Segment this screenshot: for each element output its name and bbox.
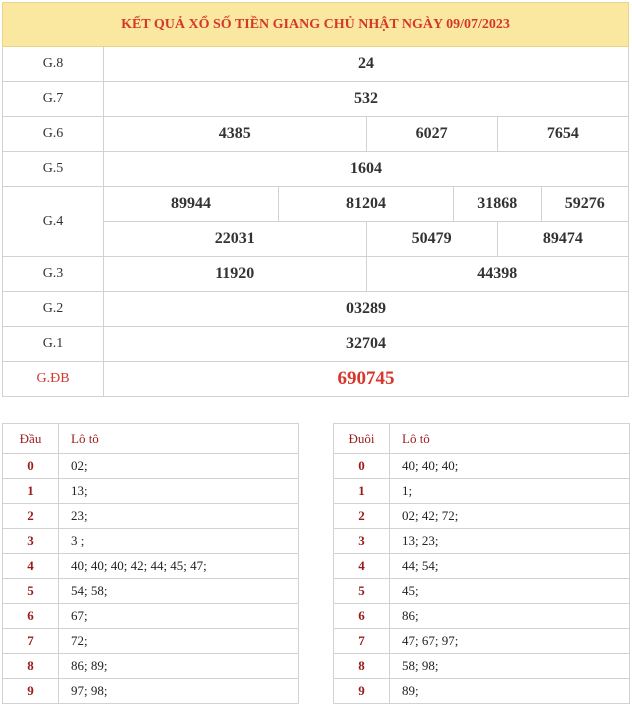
table-row <box>334 604 630 629</box>
table-row <box>3 454 299 479</box>
table-row <box>334 454 630 479</box>
table-row <box>3 604 299 629</box>
loto-cell: 02; <box>59 454 299 479</box>
prize-label: G.5 <box>3 152 104 187</box>
prize-value: 1604 <box>104 152 629 187</box>
loto-cell: 44; 54; <box>390 554 630 579</box>
prize-label: G.3 <box>3 257 104 292</box>
loto-cell: 40; 40; 40; <box>390 454 630 479</box>
loto-cell: 13; <box>59 479 299 504</box>
prize-label: G.1 <box>3 327 104 362</box>
loto-cell: 67; <box>59 604 299 629</box>
digit-cell: 4 <box>3 554 59 579</box>
loto-cell: 86; 89; <box>59 654 299 679</box>
loto-cell: 13; 23; <box>390 529 630 554</box>
digit-cell: 8 <box>3 654 59 679</box>
table-row <box>334 504 630 529</box>
table-row <box>3 629 299 654</box>
prize-value: 03289 <box>104 292 629 327</box>
prize-value: 22031 <box>104 222 367 257</box>
prize-value: 50479 <box>366 222 497 257</box>
loto-cell: 89; <box>390 679 630 704</box>
prize-value: 532 <box>104 82 629 117</box>
special-prize-label: G.ĐB <box>3 362 104 397</box>
dau-header <box>3 424 299 454</box>
loto-cell: 54; 58; <box>59 579 299 604</box>
prize-label: G.2 <box>3 292 104 327</box>
table-row <box>3 654 299 679</box>
digit-cell: 1 <box>3 479 59 504</box>
dau-table <box>2 423 299 704</box>
loto-cell: 45; <box>390 579 630 604</box>
digit-cell: 6 <box>3 604 59 629</box>
duoi-header-digit: Đuôi <box>334 424 390 454</box>
table-row <box>3 554 299 579</box>
prize-value: 32704 <box>104 327 629 362</box>
loto-cell: 23; <box>59 504 299 529</box>
prize-value: 81204 <box>279 187 454 222</box>
loto-cell: 86; <box>390 604 630 629</box>
loto-cell: 3 ; <box>59 529 299 554</box>
digit-cell: 9 <box>3 679 59 704</box>
prize-row-g5 <box>3 152 629 187</box>
digit-cell: 6 <box>334 604 390 629</box>
prize-row-g6 <box>3 117 629 152</box>
duoi-table <box>333 423 630 704</box>
prize-row-g2 <box>3 292 629 327</box>
duoi-header <box>334 424 630 454</box>
digit-cell: 0 <box>3 454 59 479</box>
prize-label: G.7 <box>3 82 104 117</box>
table-row <box>3 479 299 504</box>
digit-cell: 8 <box>334 654 390 679</box>
prize-value: 4385 <box>104 117 367 152</box>
results-table <box>2 2 629 397</box>
prize-label: G.8 <box>3 47 104 82</box>
table-row <box>3 504 299 529</box>
prize-row-g3 <box>3 257 629 292</box>
loto-cell: 02; 42; 72; <box>390 504 630 529</box>
dau-header-digit: Đầu <box>3 424 59 454</box>
table-row <box>334 554 630 579</box>
prize-value: 89474 <box>497 222 628 257</box>
digit-cell: 9 <box>334 679 390 704</box>
table-row <box>334 479 630 504</box>
table-row <box>3 679 299 704</box>
dau-header-loto: Lô tô <box>59 424 299 454</box>
prize-value: 6027 <box>366 117 497 152</box>
loto-cell: 72; <box>59 629 299 654</box>
prize-row-g4-a <box>3 187 629 222</box>
digit-cell: 7 <box>334 629 390 654</box>
digit-cell: 2 <box>334 504 390 529</box>
table-row <box>334 654 630 679</box>
prize-row-gdb <box>3 362 629 397</box>
loto-cell: 97; 98; <box>59 679 299 704</box>
table-row <box>3 579 299 604</box>
table-row <box>334 679 630 704</box>
special-prize-value: 690745 <box>104 362 629 397</box>
digit-cell: 4 <box>334 554 390 579</box>
digit-cell: 7 <box>3 629 59 654</box>
digit-cell: 3 <box>3 529 59 554</box>
loto-cell: 40; 40; 40; 42; 44; 45; 47; <box>59 554 299 579</box>
loto-cell: 1; <box>390 479 630 504</box>
prize-value: 7654 <box>497 117 628 152</box>
digit-cell: 5 <box>3 579 59 604</box>
digit-cell: 3 <box>334 529 390 554</box>
digit-cell: 1 <box>334 479 390 504</box>
digit-cell: 5 <box>334 579 390 604</box>
prize-value: 31868 <box>454 187 542 222</box>
prize-value: 44398 <box>366 257 629 292</box>
prize-value: 89944 <box>104 187 279 222</box>
table-row <box>3 529 299 554</box>
results-title: KẾT QUẢ XỔ SỐ TIỀN GIANG CHỦ NHẬT NGÀY 09/07/2023 <box>3 3 629 47</box>
prize-value: 59276 <box>541 187 629 222</box>
prize-label: G.4 <box>3 187 104 257</box>
table-row <box>334 529 630 554</box>
loto-cell: 58; 98; <box>390 654 630 679</box>
prize-row-g1 <box>3 327 629 362</box>
prize-row-g8 <box>3 47 629 82</box>
prize-row-g7 <box>3 82 629 117</box>
prize-value: 11920 <box>104 257 367 292</box>
duoi-header-loto: Lô tô <box>390 424 630 454</box>
table-row <box>334 579 630 604</box>
loto-cell: 47; 67; 97; <box>390 629 630 654</box>
table-row <box>334 629 630 654</box>
digit-cell: 2 <box>3 504 59 529</box>
prize-label: G.6 <box>3 117 104 152</box>
prize-value: 24 <box>104 47 629 82</box>
digit-cell: 0 <box>334 454 390 479</box>
